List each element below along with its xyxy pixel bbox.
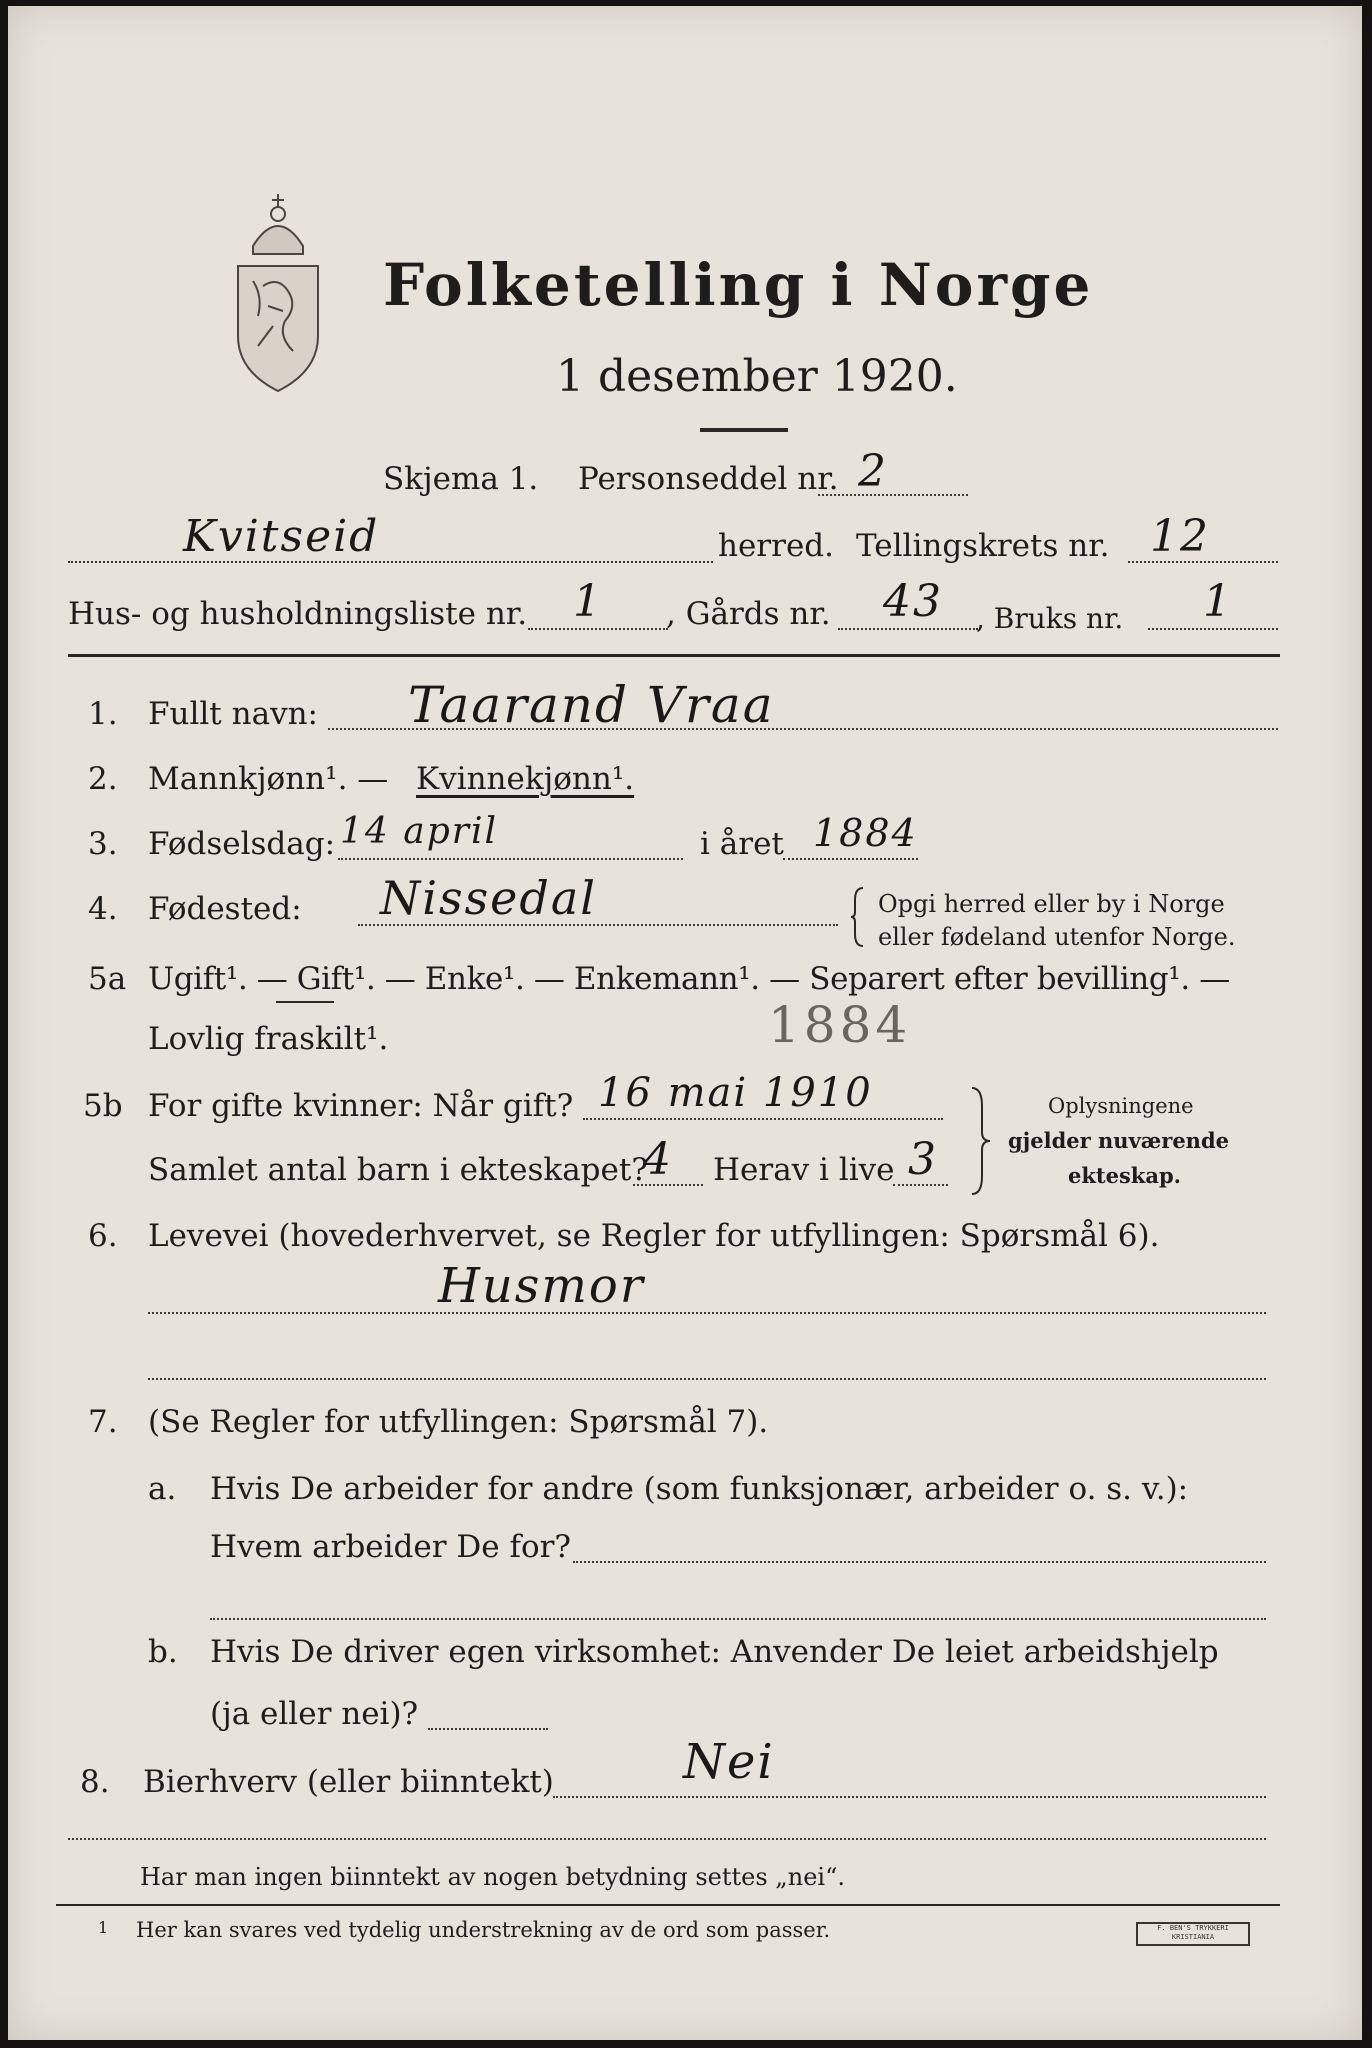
sex-male: Mannkjønn¹. — xyxy=(148,761,389,797)
q7a-line1: Hvis De arbeider for andre (som funksjonær, arbeider o. s. v.): xyxy=(210,1471,1189,1507)
birth-year-line xyxy=(783,858,918,860)
bruks-value: 1 xyxy=(1203,576,1233,627)
herred-line xyxy=(68,561,713,563)
footer-note: Har man ingen biinntekt av nogen betydning settes „nei“. xyxy=(140,1863,845,1891)
herred-value: Kvitseid xyxy=(183,511,380,562)
alive-value: 3 xyxy=(908,1134,938,1185)
marriage-note-line1: Oplysningene xyxy=(1048,1094,1194,1118)
q7b-line1: Hvis De driver egen virksomhet: Anvender De leiet arbeidshjelp xyxy=(210,1634,1219,1670)
census-form-page xyxy=(8,6,1362,2040)
title-divider xyxy=(700,428,788,432)
brace-icon xyxy=(970,1086,992,1196)
form-title: Folketelling i Norge xyxy=(383,251,1094,319)
q4-number: 4. xyxy=(88,891,118,927)
q2-number: 2. xyxy=(88,761,118,797)
married-date-label: For gifte kvinner: Når gift? xyxy=(148,1088,574,1124)
husliste-label: Hus- og husholdningsliste nr. xyxy=(68,596,528,632)
children-line xyxy=(633,1184,703,1186)
birthplace-value: Nissedal xyxy=(380,871,597,925)
husliste-line xyxy=(528,628,668,630)
q1-number: 1. xyxy=(88,696,118,732)
printer-stamp-line1: F. BEN'S TRYKKERI xyxy=(1157,1924,1229,1932)
q3-label: Fødselsdag: xyxy=(148,826,336,862)
personseddel-value: 2 xyxy=(858,446,888,497)
birth-year-value: 1884 xyxy=(813,811,918,855)
q3-number: 3. xyxy=(88,826,118,862)
gards-label: , Gårds nr. xyxy=(666,596,831,632)
gards-line xyxy=(838,628,978,630)
marriage-note-line2: gjelder nuværende xyxy=(1008,1128,1229,1153)
gards-value: 43 xyxy=(883,576,943,627)
q7b-letter: b. xyxy=(148,1634,178,1670)
personseddel-label: Personseddel nr. xyxy=(578,461,839,497)
sex-female: Kvinnekjønn¹. xyxy=(416,761,635,797)
marital-options-cont: Lovlig fraskilt¹. xyxy=(148,1021,389,1057)
bruks-label: , Bruks nr. xyxy=(976,602,1124,635)
marriage-note-line3: ekteskap. xyxy=(1068,1163,1181,1188)
printer-stamp xyxy=(1136,1922,1250,1946)
birthday-line xyxy=(338,858,683,860)
employer-line2 xyxy=(210,1618,1266,1620)
q8-label: Bierhverv (eller biinntekt) xyxy=(143,1764,554,1800)
hired-help-line xyxy=(428,1728,548,1730)
q7-number: 7. xyxy=(88,1404,118,1440)
occupation-line2 xyxy=(148,1378,1266,1380)
side-income-line2 xyxy=(68,1838,1266,1840)
q4-label: Fødested: xyxy=(148,891,302,927)
bruks-line xyxy=(1148,628,1278,630)
children-value: 4 xyxy=(643,1134,673,1185)
q6-number: 6. xyxy=(88,1218,118,1254)
pencil-note: 1884 xyxy=(768,996,912,1054)
brace-icon xyxy=(851,886,867,948)
q1-label: Fullt navn: xyxy=(148,696,318,732)
birthplace-note-line1: Opgi herred eller by i Norge xyxy=(878,890,1225,918)
personseddel-line xyxy=(818,494,968,496)
q8-number: 8. xyxy=(80,1764,110,1800)
q5b-number: 5b xyxy=(83,1088,123,1124)
printer-stamp-line2: KRISTIANIA xyxy=(1171,1933,1215,1941)
alive-label: Herav i live xyxy=(713,1152,895,1188)
norway-coat-of-arms-icon xyxy=(223,186,333,396)
married-date-value: 16 mai 1910 xyxy=(598,1070,873,1116)
census-date: 1 desember 1920. xyxy=(556,351,958,402)
header-divider xyxy=(68,654,1280,657)
footnote-text: Her kan svares ved tydelig understrekning av de ord som passer. xyxy=(136,1918,831,1942)
occupation-line1 xyxy=(148,1312,1266,1314)
footer-divider xyxy=(56,1904,1280,1906)
q7a-line2: Hvem arbeider De for? xyxy=(210,1529,572,1565)
side-income-value: Nei xyxy=(683,1734,775,1790)
q7b-line2: (ja eller nei)? xyxy=(210,1696,419,1732)
birth-year-label: i året xyxy=(700,826,784,862)
footnote-mark: 1 xyxy=(98,1918,109,1937)
birthplace-line xyxy=(358,924,838,926)
children-label: Samlet antal barn i ekteskapet? xyxy=(148,1152,648,1188)
q6-label: Levevei (hovederhvervet, se Regler for utfyllingen: Spørsmål 6). xyxy=(148,1218,1160,1254)
gift-underline xyxy=(276,1001,334,1003)
side-income-line1 xyxy=(553,1796,1266,1798)
q7-label: (Se Regler for utfyllingen: Spørsmål 7). xyxy=(148,1404,769,1440)
full-name-line xyxy=(328,728,1278,730)
q7a-letter: a. xyxy=(148,1471,177,1507)
full-name-value: Taarand Vraa xyxy=(408,676,775,734)
tellingskrets-label: Tellingskrets nr. xyxy=(856,528,1110,564)
q5a-number: 5a xyxy=(88,961,127,997)
birthplace-note-line2: eller fødeland utenfor Norge. xyxy=(878,923,1236,951)
skjema-label: Skjema 1. xyxy=(383,461,539,497)
herred-label: herred. xyxy=(718,528,834,564)
married-date-line xyxy=(583,1118,943,1120)
tellingskrets-value: 12 xyxy=(1150,511,1210,562)
birthday-value: 14 april xyxy=(340,811,498,852)
husliste-value: 1 xyxy=(573,576,603,627)
alive-line xyxy=(893,1184,948,1186)
tellingskrets-line xyxy=(1128,561,1278,563)
employer-line1 xyxy=(573,1561,1266,1563)
marital-options: Ugift¹. — Gift¹. — Enke¹. — Enkemann¹. — Separert efter bevilling¹. — xyxy=(148,961,1230,997)
occupation-value: Husmor xyxy=(438,1258,645,1314)
